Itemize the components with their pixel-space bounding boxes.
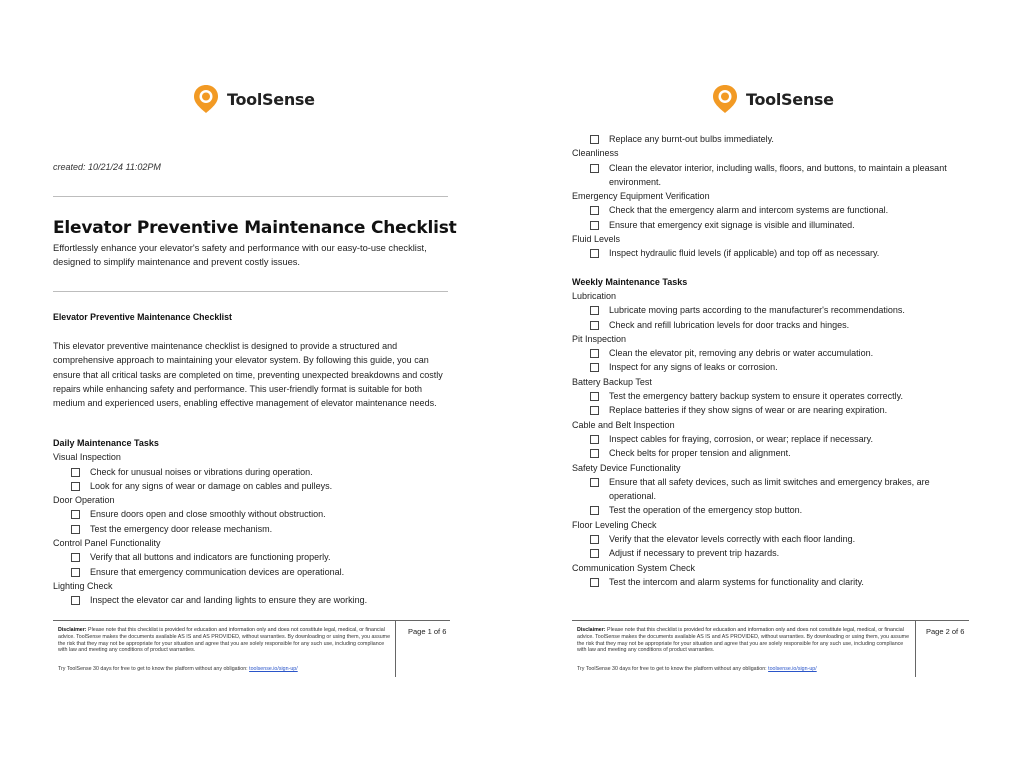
location-pin-icon [193,84,219,114]
group-title: Cable and Belt Inspection [572,419,675,430]
trial-note: Try ToolSense 30 days for free to get to know the platform without any obligation: toolsense.io/sign-up/ [577,666,817,672]
checkbox[interactable] [590,306,599,315]
checkbox[interactable] [71,468,80,477]
group-title: Floor Leveling Check [572,519,657,530]
checklist-item: Check for unusual noises or vibrations during operation. [53,465,453,479]
checkbox[interactable] [71,568,80,577]
toolsense-logo [712,84,834,114]
disclaimer: Disclaimer: Please note that this checklist is provided for education and information only and does not constitute legal, medical, or financial advice. ToolSense makes the documents available AS IS and AS PROVIDED, without warranties. By downloading or using them, you assume the risk that they may not be appropriate for your situation and agree that you are solely responsible for any such use, including compliance with law and meeting any conditions of product warranties. [58,627,391,654]
checklist-item: Inspect hydraulic fluid levels (if applicable) and top off as necessary. [572,246,972,260]
checklist-item: Replace batteries if they show signs of wear or are nearing expiration. [572,403,972,417]
page-number: Page 2 of 6 [926,627,965,636]
daily-heading: Daily Maintenance Tasks [53,438,159,448]
footer-rule [53,620,450,621]
checkbox[interactable] [590,406,599,415]
checkbox[interactable] [590,535,599,544]
group-title: Pit Inspection [572,333,627,344]
checkbox[interactable] [590,221,599,230]
group-title: Battery Backup Test [572,376,652,387]
trial-note: Try ToolSense 30 days for free to get to know the platform without any obligation: toolsense.io/sign-up/ [58,666,298,672]
checklist-item: Inspect cables for fraying, corrosion, or wear; replace if necessary. [572,432,972,446]
page-number: Page 1 of 6 [408,627,447,636]
toolsense-logo [193,84,315,114]
checkbox[interactable] [590,164,599,173]
created-timestamp: created: 10/21/24 11:02PM [53,162,161,172]
brand-name: ToolSense [227,89,315,109]
signup-link[interactable]: toolsense.io/sign-up/ [249,666,298,672]
checkbox[interactable] [590,392,599,401]
checkbox[interactable] [590,549,599,558]
group-title: Door Operation [53,495,115,506]
checklist-item: Lubricate moving parts according to the manufacturer's recommendations. [572,303,972,317]
disclaimer: Disclaimer: Please note that this checklist is provided for education and information only and does not constitute legal, medical, or financial advice. ToolSense makes the documents available AS IS and AS PROVIDED, without warranties. By downloading or using them, you assume the risk that they may not be appropriate for your situation and agree that you are solely responsible for any such use, including compliance with law and meeting any conditions of product warranties. [577,627,910,654]
footer-divider [915,620,916,677]
section-title: Elevator Preventive Maintenance Checklist [53,312,232,322]
page-title: Elevator Preventive Maintenance Checklist [53,218,457,238]
checkbox[interactable] [590,135,599,144]
checklist-item: Ensure that all safety devices, such as limit switches and emergency brakes, are operational. [572,475,972,504]
page-2 [512,0,1024,781]
brand-name: ToolSense [746,89,834,109]
spacer [572,261,972,275]
group-title: Safety Device Functionality [572,462,681,473]
checklist-item: Ensure doors open and close smoothly without obstruction. [53,507,453,521]
group-title: Communication System Check [572,562,696,573]
checklist-item: Inspect for any signs of leaks or corrosion. [572,360,972,374]
group-title: Fluid Levels [572,234,621,245]
checkbox[interactable] [590,249,599,258]
checklist-item: Test the operation of the emergency stop button. [572,503,972,517]
footer-divider [395,620,396,677]
location-pin-icon [712,84,738,114]
checkbox[interactable] [590,363,599,372]
checkbox[interactable] [590,349,599,358]
checklist-item: Test the intercom and alarm systems for functionality and clarity. [572,575,972,589]
checklist-item: Look for any signs of wear or damage on cables and pulleys. [53,479,453,493]
checklist-item: Test the emergency door release mechanism. [53,522,453,536]
group-title: Emergency Equipment Verification [572,191,710,202]
checklist-item: Ensure that emergency exit signage is visible and illuminated. [572,218,972,232]
group-title: Control Panel Functionality [53,538,161,549]
weekly-heading: Weekly Maintenance Tasks [572,276,688,287]
checkbox[interactable] [71,596,80,605]
checklist-item: Verify that all buttons and indicators are functioning properly. [53,550,453,564]
checklist-item: Replace any burnt-out bulbs immediately. [572,132,972,146]
checkbox[interactable] [71,482,80,491]
checkbox[interactable] [590,578,599,587]
checkbox[interactable] [590,435,599,444]
checkbox[interactable] [71,553,80,562]
subtitle: Effortlessly enhance your elevator's safety and performance with our easy-to-use checklist, designed to simplify maintenance and prevent costly issues. [53,243,427,267]
checklist-item: Adjust if necessary to prevent trip hazards. [572,546,972,560]
checklist-item: Test the emergency battery backup system to ensure it operates correctly. [572,389,972,403]
checkbox[interactable] [590,321,599,330]
checkbox[interactable] [71,525,80,534]
daily-tasks [53,436,453,608]
checklist-item: Verify that the elevator levels correctly with each floor landing. [572,532,972,546]
checkbox[interactable] [590,449,599,458]
checkbox[interactable] [590,478,599,487]
checklist-item: Clean the elevator pit, removing any debris or water accumulation. [572,346,972,360]
checklist-item: Ensure that emergency communication devices are operational. [53,565,453,579]
group-title: Lighting Check [53,580,113,591]
divider [53,291,448,292]
checklist-item: Inspect the elevator car and landing lights to ensure they are working. [53,593,453,607]
checklist-item: Clean the elevator interior, including walls, floors, and buttons, to maintain a pleasant environment. [572,161,972,190]
checkbox[interactable] [71,510,80,519]
intro-paragraph: This elevator preventive maintenance checklist is designed to provide a structured and comprehensive approach to maintaining your elevator system. By following this guide, you can ensure that all critical tasks are completed on time, preventing unexpected breakdowns and costly repairs while enhancing safety and performance. This user-friendly format is suitable for both medium and experienced users, enabling effective management of elevator maintenance needs. [53,341,443,409]
checklist-item: Check that the emergency alarm and intercom systems are functional. [572,203,972,217]
group-title: Lubrication [572,290,617,301]
checklist-item: Check and refill lubrication levels for door tracks and hinges. [572,318,972,332]
divider [53,196,448,197]
footer-rule [572,620,969,621]
checkbox[interactable] [590,506,599,515]
group-title: Visual Inspection [53,452,121,463]
signup-link[interactable]: toolsense.io/sign-up/ [768,666,817,672]
checklist-item: Check belts for proper tension and alignment. [572,446,972,460]
tasks-continued [572,132,972,589]
checkbox[interactable] [590,206,599,215]
group-title: Cleanliness [572,148,619,159]
